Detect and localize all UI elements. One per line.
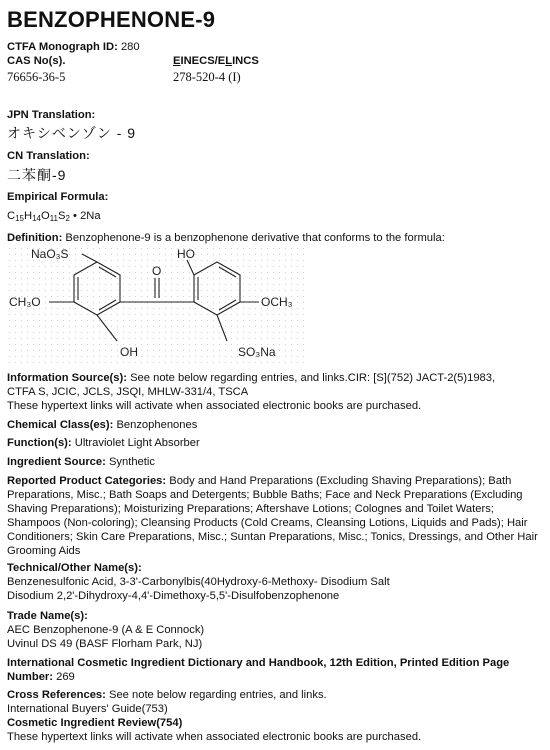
empirical-formula (7, 190, 543, 226)
oh-label: OH (120, 345, 138, 359)
ingredient-source-value: Synthetic (108, 456, 155, 468)
monograph-id (7, 40, 140, 54)
ch3o-label: CH₃O (9, 295, 41, 309)
so3na-label: SO₃Na (238, 345, 276, 359)
einecs-value: 278-520-4 (I) (173, 70, 241, 84)
einecs-label: EINECS/ELINCS (173, 55, 259, 67)
cas-label: CAS No(s). (7, 55, 66, 67)
och3-label: OCH₃ (261, 295, 293, 309)
chemical-class-value: Benzophenones (116, 419, 198, 431)
trade-name-item: AEC Benzophenone-9 (A & E Connock) (7, 624, 205, 636)
structure-diagram (7, 246, 317, 368)
info-source-line1[interactable]: See note below regarding entries, and links.CIR: [S](752) JACT-2(5)1983, (130, 372, 496, 384)
ingredient-source: Ingredient Source: Synthetic (7, 456, 155, 468)
definition-text: Benzophenone-9 is a benzophenone derivative that conforms to the formula: (65, 232, 445, 244)
trade-name-item: Uvinul DS 49 (BASF Florham Park, NJ) (7, 638, 203, 650)
cross-references: Cross References: See note below regarding entries, and links. International Buyers' Guide(753) Cosmetic Ingredient Review(754) These hypertext links will activate when associated electronic books are purchased. (7, 688, 543, 744)
ho-label: HO (177, 247, 195, 261)
info-source-label: Information Source(s): (7, 372, 127, 384)
carbonyl-o-label: O (152, 264, 162, 278)
dictionary-page-value: 269 (56, 671, 75, 683)
definition (7, 231, 543, 245)
empirical-label: Empirical Formula: (7, 191, 109, 203)
cn-value: 二苯酮-9 (7, 167, 67, 183)
buyers-guide-link[interactable]: International Buyers' Guide(753) (7, 703, 168, 715)
crossref-text: See note below regarding entries, and links. (108, 689, 327, 701)
chemical-class: Chemical Class(es): Benzophenones (7, 419, 198, 431)
function-value: Ultraviolet Light Absorber (74, 437, 200, 449)
technical-name-item: Benzenesulfonic Acid, 3-3'-Carbonylbis(40Hydroxy-6-Methoxy- Disodium Salt (7, 576, 390, 588)
trade-names: Trade Name(s): AEC Benzophenone-9 (A & E Connock) Uvinul DS 49 (BASF Florham Park, NJ) (7, 609, 543, 651)
empirical-value: $C_{15}H_{14}O_{11}S_2$ • 2Na (7, 210, 101, 223)
product-categories-text: Body and Hand Preparations (Excluding Shaving Preparations); Bath Preparations, Misc.; Bath Soaps and Detergents; Bubble Baths; Face and Neck Preparations (Excluding Shaving Preparations); Moisturizing Preparations; Aftershave Lotions; Colognes and Toilet Waters; Shampoos (Non-coloring); Cleansing Products (Cold Creams, Cleansing Lotions, Liquids and Pads); Hair Conditioners; Skin Care Preparations, Misc.; Suntan Preparations, Misc.; Tonics, Dressings, and Other Hair Grooming Aids (7, 475, 538, 557)
dictionary-page: International Cosmetic Ingredient Dictionary and Handbook, 12th Edition, Printed Edition Page Number: 269 (7, 657, 510, 683)
definition-label: Definition: (7, 232, 63, 244)
jpn-value: オキシベンゾン - 9 (7, 125, 137, 141)
technical-names: Technical/Other Name(s): Benzenesulfonic Acid, 3-3'-Carbonylbis(40Hydroxy-6-Methoxy- Disodium Salt Disodium 2,2'-Dihydroxy-4,4'-Dimethoxy-5,5'-Disulfobenzophenone (7, 561, 543, 603)
info-source-note: These hypertext links will activate when associated electronic books are purchased. (7, 400, 422, 412)
cas-value: 76656-36-5 (7, 70, 66, 84)
information-sources (7, 371, 543, 413)
info-source-line2[interactable]: CTFA S, JCIC, JCLS, JSQI, MHLW-331/4, TSCA (7, 386, 249, 398)
technical-name-item: Disodium 2,2'-Dihydroxy-4,4'-Dimethoxy-5,5'-Disulfobenzophenone (7, 590, 340, 602)
crossref-note: These hypertext links will activate when associated electronic books are purchased. (7, 731, 422, 743)
cn-translation (7, 149, 543, 182)
monograph-id-value: 280 (120, 41, 140, 53)
monograph-page (7, 0, 543, 743)
product-categories: Reported Product Categories: Body and Hand Preparations (Excluding Shaving Preparations); Bath Preparations, Misc.; Bath Soaps and Detergents; Bubble Baths; Face and Neck Preparations (Excluding Shaving Preparations); Moisturizing Preparations; Aftershave Lotions; Colognes and Toilet Waters; Shampoos (Non-coloring); Cleansing Products (Cold Creams, Cleansing Lotions, Liquids and Pads); Hair Conditioners; Skin Care Preparations, Misc.; Suntan Preparations, Misc.; Tonics, Dressings, and Other Hair Grooming Aids (7, 475, 538, 557)
cn-label: CN Translation: (7, 150, 90, 162)
functions: Function(s): Ultraviolet Light Absorber (7, 437, 200, 449)
monograph-id-label: CTFA Monograph ID: (7, 41, 118, 53)
jpn-translation (7, 108, 543, 140)
jpn-label: JPN Translation: (7, 109, 96, 121)
ingredient-review-link[interactable]: Cosmetic Ingredient Review(754) (7, 717, 183, 729)
naso3-label: NaO₃S (31, 247, 69, 261)
page-title: BENZOPHENONE-9 (7, 7, 216, 32)
